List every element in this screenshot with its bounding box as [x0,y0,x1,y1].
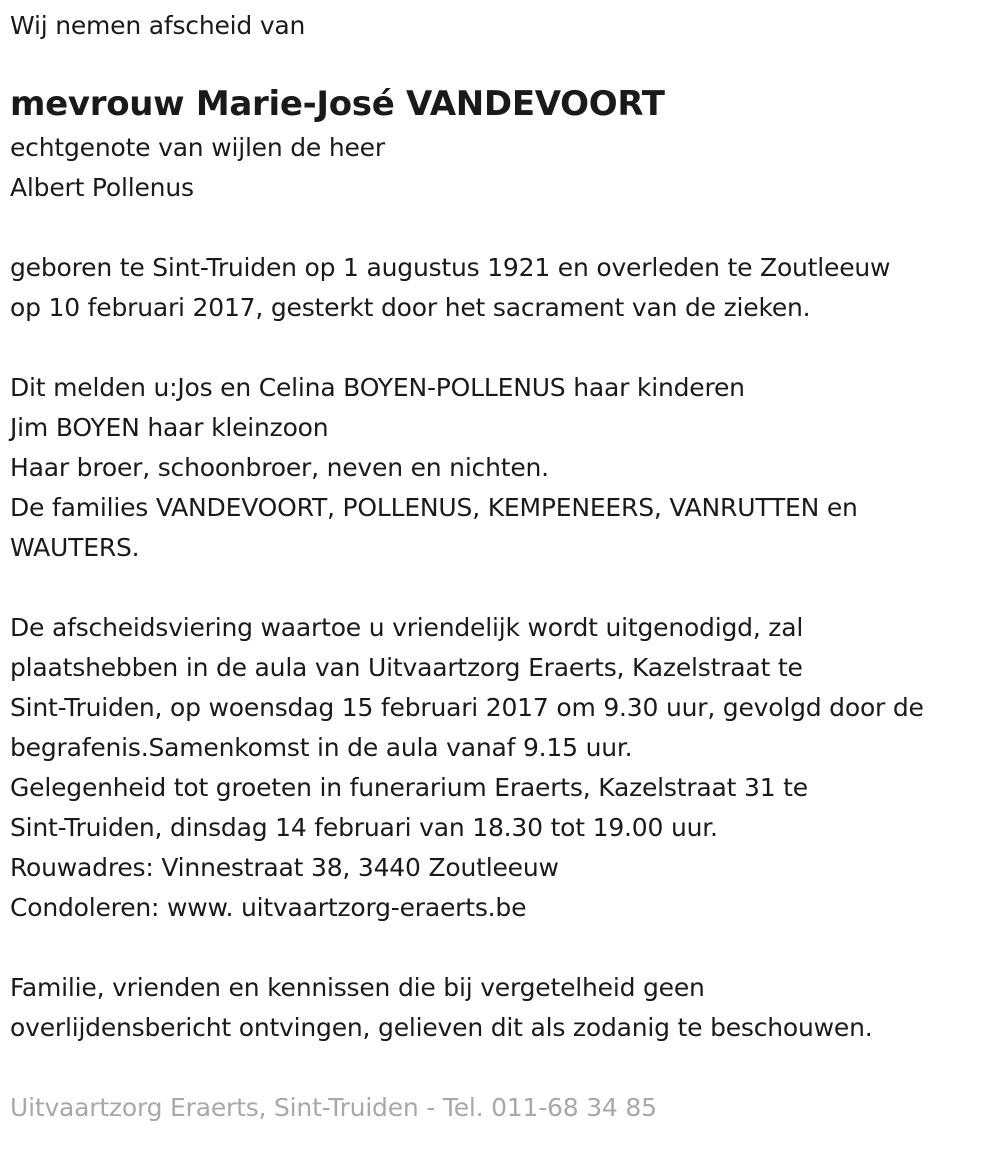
ceremony-line: plaatshebben in de aula van Uitvaartzorg Eraerts, Kazelstraat te [10,653,803,682]
paragraph-spacer [10,328,995,368]
ceremony-line: Gelegenheid tot groeten in funerarium Eraerts, Kazelstraat 31 te [10,773,808,802]
condolence-website: Condoleren: www. uitvaartzorg-eraerts.be [10,893,527,922]
closing-line: overlijdensbericht ontvingen, gelieven dit als zodanig te beschouwen. [10,1013,873,1042]
paragraph-spacer [10,928,995,968]
ceremony-line: De afscheidsviering waartoe u vriendelijk wordt uitgenodigd, zal [10,613,804,642]
ceremony-line: Sint-Truiden, op woensdag 15 februari 2017 om 9.30 uur, gevolgd door de [10,693,924,722]
spouse-line: Albert Pollenus [10,173,194,202]
family-line: De families VANDEVOORT, POLLENUS, KEMPENEERS, VANRUTTEN en [10,493,858,522]
deceased-name: mevrouw Marie-José VANDEVOORT [10,84,665,124]
paragraph-spacer [10,568,995,608]
birth-death-line: op 10 februari 2017, gesterkt door het sacrament van de zieken. [10,293,811,322]
family-line: Jim BOYEN haar kleinzoon [10,413,329,442]
ceremony-line: begrafenis.Samenkomst in de aula vanaf 9.15 uur. [10,733,633,762]
family-line: Dit melden u:Jos en Celina BOYEN-POLLENUS haar kinderen [10,373,745,402]
closing-line: Familie, vrienden en kennissen die bij vergetelheid geen [10,973,705,1002]
intro-text: Wij nemen afscheid van [10,11,306,40]
death-notice [10,0,995,1128]
paragraph-spacer [10,208,995,248]
birth-death-line: geboren te Sint-Truiden op 1 augustus 1921 en overleden te Zoutleeuw [10,253,891,282]
funeral-home-footer: Uitvaartzorg Eraerts, Sint-Truiden - Tel. 011-68 34 85 [10,1093,657,1122]
paragraph-spacer [10,1048,995,1088]
ceremony-line: Sint-Truiden, dinsdag 14 februari van 18.30 tot 19.00 uur. [10,813,718,842]
spouse-line: echtgenote van wijlen de heer [10,133,385,162]
mourning-address: Rouwadres: Vinnestraat 38, 3440 Zoutleeuw [10,853,559,882]
family-line: Haar broer, schoonbroer, neven en nichten. [10,453,549,482]
family-line: WAUTERS. [10,533,140,562]
